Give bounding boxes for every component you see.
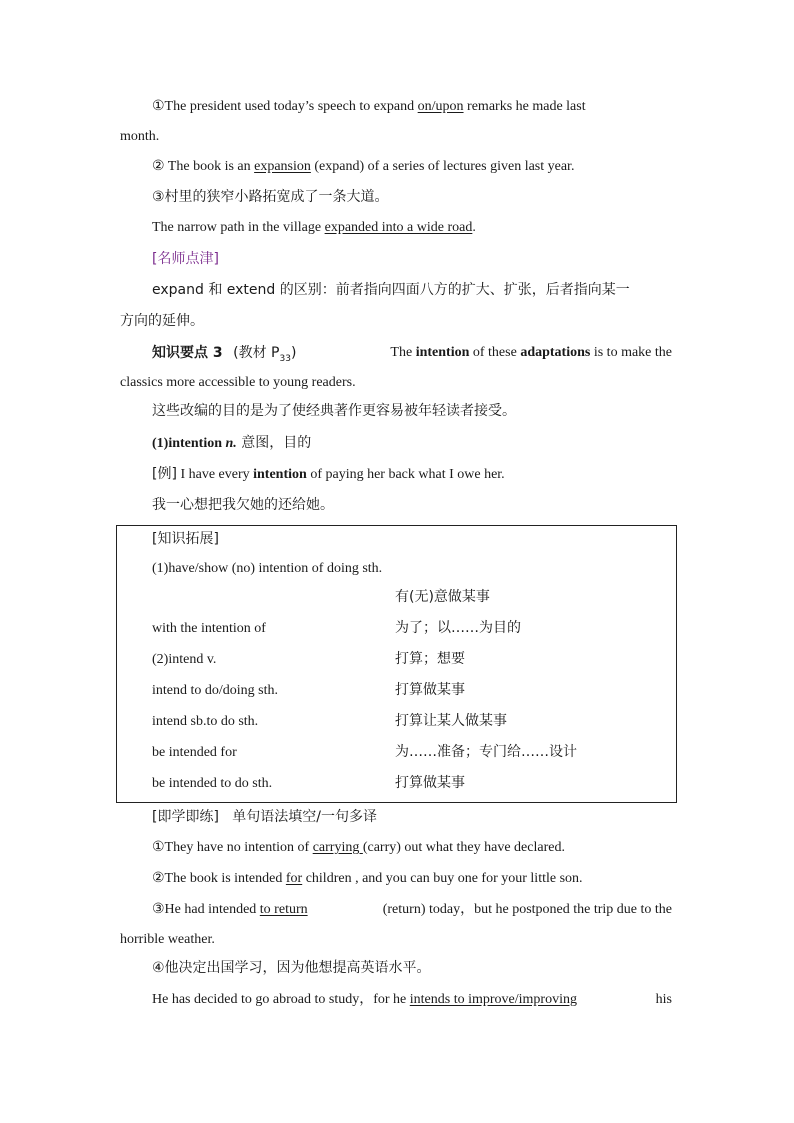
expand-example-3-cn: ③村里的狭窄小路拓宽成了一条大道。 [152, 189, 389, 205]
point-3-sentence-cont: classics more accessible to young readers. [120, 375, 356, 390]
intention-example-cn: 我一心想把我欠她的还给她。 [152, 497, 334, 513]
point-3-source: (教材 $P_{33}$) [233, 345, 297, 364]
point-3-sentence: 知识要点 3 (教材 $P_{33}$) The intention of these adaptations is to make the [152, 345, 672, 364]
point-3-label: 知识要点 3 [152, 345, 223, 361]
answer-blank: carrying [312, 840, 363, 855]
practice-q4-cn: ④他决定出国学习，因为他想提高英语水平。 [152, 960, 431, 976]
expansion-row-en: (1)have/show (no) intention of doing sth. [152, 561, 383, 576]
expansion-row-cn: 打算做某事 [395, 775, 465, 791]
expansion-row-cn: 打算做某事 [395, 682, 465, 698]
answer-blank: expanded into a wide road [324, 220, 473, 235]
expand-example-3-en: The narrow path in the village expanded into a wide road. [152, 220, 476, 235]
practice-q3-cont: horrible weather. [120, 932, 215, 947]
practice-q3: ③He had intended to return (return) today，but he postponed the trip due to the [152, 902, 672, 917]
expand-example-1-cont: month. [120, 129, 160, 144]
practice-q4-en: He has decided to go abroad to study，for he intends to improve/improving his [152, 992, 672, 1007]
expansion-row-cn: 为……准备；专门给……设计 [395, 744, 577, 760]
teacher-tip-heading: [名师点津] [152, 251, 219, 267]
practice-q1: ①They have no intention of carrying (carry) out what they have declared. [152, 840, 565, 855]
practice-heading: [即学即练] 单句语法填空/一句多译 [152, 809, 378, 825]
point-3-translation: 这些改编的目的是为了使经典著作更容易被年轻读者接受。 [152, 403, 516, 419]
intention-example: [例] I have every intention of paying her back what I owe her. [152, 466, 505, 482]
expansion-row-en: be intended for [152, 745, 237, 760]
expansion-row-en: intend sb.to do sth. [152, 714, 259, 729]
expansion-row-cn: 有(无)意做某事 [395, 589, 490, 605]
answer-blank: to return [259, 902, 308, 917]
answer-blank: intends to improve/improving [409, 992, 577, 1007]
knowledge-expansion-box [116, 525, 677, 803]
example-1-text: ①The president used today’s speech to expand on/upon remarks he made last [152, 99, 586, 114]
expansion-row-cn: 打算让某人做某事 [395, 713, 507, 729]
expansion-row-cn: 为了；以……为目的 [395, 620, 521, 636]
expansion-row-en: intend to do/doing sth. [152, 683, 278, 698]
teacher-tip-line-2: 方向的延伸。 [120, 313, 204, 329]
expansion-heading: [知识拓展] [152, 531, 219, 547]
expand-example-2: ② The book is an expansion (expand) of a series of lectures given last year. [152, 159, 575, 174]
answer-blank: on/upon [417, 99, 464, 114]
answer-blank: expansion [254, 159, 311, 174]
expansion-row-en: (2)intend v. [152, 652, 217, 667]
practice-q2: ②The book is intended for children , and you can buy one for your little son. [152, 871, 583, 886]
expand-example-1 [152, 97, 672, 117]
expansion-row-en: with the intention of [152, 621, 266, 636]
answer-blank: for [285, 871, 303, 886]
intention-definition: (1)intention n. 意图，目的 [152, 435, 312, 451]
expansion-row-cn: 打算；想要 [395, 651, 465, 667]
expansion-row-en: be intended to do sth. [152, 776, 273, 791]
teacher-tip-line-1: expand 和 extend 的区别：前者指向四面八方的扩大、扩张，后者指向某一 [152, 282, 630, 298]
